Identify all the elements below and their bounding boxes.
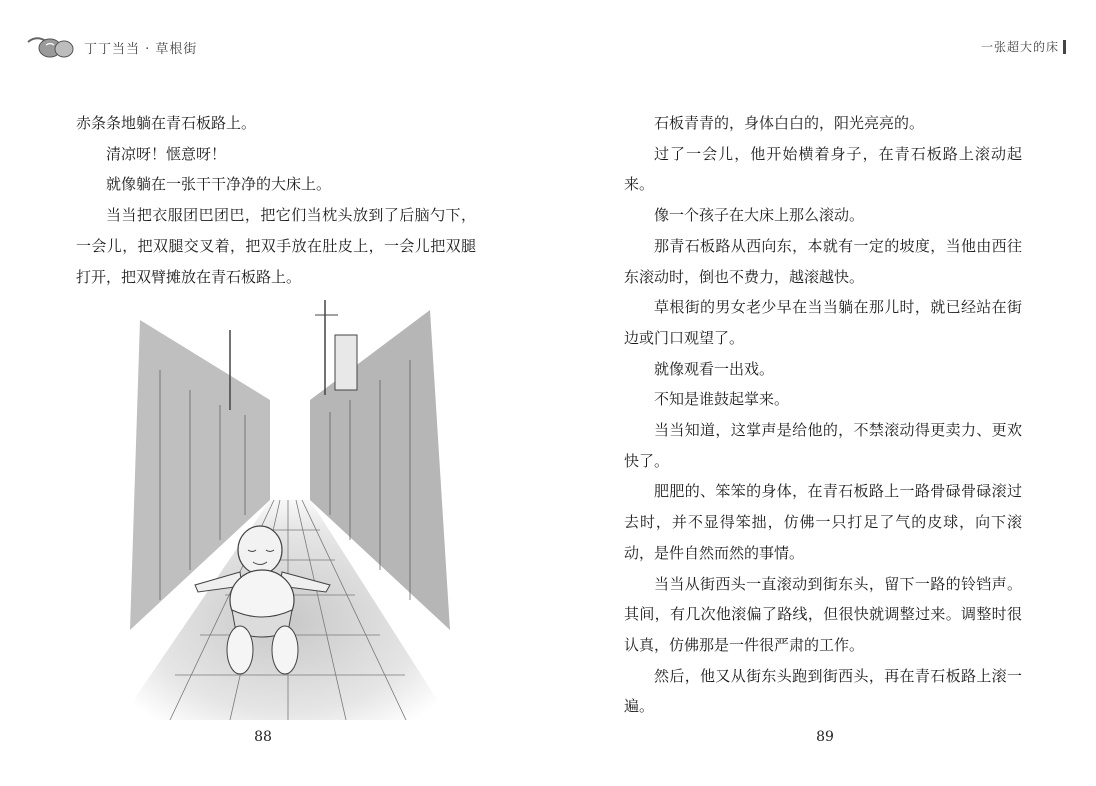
paragraph: 清凉呀！惬意呀！	[106, 144, 227, 163]
left-body-text	[76, 108, 476, 292]
paragraph: 当当把衣服团巴团巴，把它们当枕头放到了后脑勺下，一会儿，把双腿交叉着，把双手放在肚皮上，一会儿把双腿打开，把双臂摊放在青石板路上。	[76, 206, 476, 286]
paragraph: 石板青青的，身体白白的，阳光亮亮的。	[654, 114, 925, 132]
paragraph: 草根街的男女老少早在当当躺在那儿时，就已经站在街边或门口观望了。	[624, 298, 1022, 347]
paragraph: 赤条条地躺在青石板路上。	[76, 114, 257, 132]
paragraph: 肥肥的、笨笨的身体，在青石板路上一路骨碌骨碌滚过去时，并不显得笨拙，仿佛一只打足了气的皮球，向下滚动，是件自然而然的事情。	[624, 482, 1022, 562]
paragraph: 就像躺在一张干干净净的大床上。	[106, 175, 332, 194]
paragraph: 不知是谁鼓起掌来。	[654, 390, 790, 409]
paragraph: 然后，他又从街东头跑到街西头，再在青石板路上滚一遍。	[624, 666, 1022, 716]
paragraph: 像一个孩子在大床上那么滚动。	[654, 206, 865, 225]
right-page	[548, 0, 1096, 786]
page-number-left: 88	[254, 729, 272, 745]
boy-lying-on-stone-street-illustration	[120, 300, 456, 720]
running-header-right	[981, 38, 1066, 55]
gourd-logo-icon	[26, 33, 76, 61]
paragraph: 就像观看一出戏。	[654, 359, 775, 378]
right-body-text	[624, 108, 1022, 722]
paragraph: 那青石板路从西向东，本就有一定的坡度，当他由西往东滚动时，倒也不费力，越滚越快。	[624, 236, 1022, 286]
running-header-left	[26, 33, 197, 61]
paragraph: 当当知道，这掌声是给他的，不禁滚动得更卖力、更欢快了。	[624, 421, 1022, 470]
paragraph: 当当从街西头一直滚动到街东头，留下一路的铃铛声。其间，有几次他滚偏了路线，但很快就调整过来。调整时很认真，仿佛那是一件很严肃的工作。	[624, 574, 1022, 654]
chapter-title: 一张超大的床	[980, 40, 1059, 54]
page-number-right: 89	[816, 729, 834, 745]
chapter-bar-icon	[1063, 40, 1066, 54]
paragraph: 过了一会儿，他开始横着身子，在青石板路上滚动起来。	[624, 144, 1022, 194]
series-title: 丁丁当当 · 草根街	[84, 41, 198, 57]
